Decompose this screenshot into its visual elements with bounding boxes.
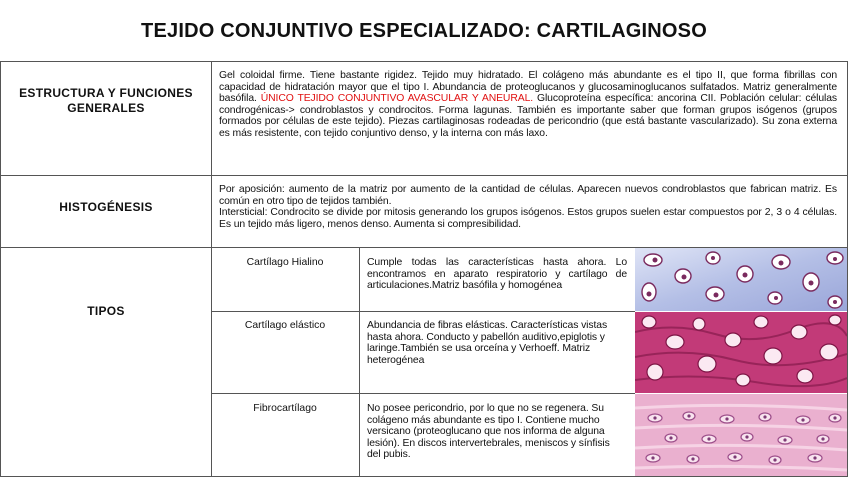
tipo-name-fibro: Fibrocartílago bbox=[253, 403, 317, 414]
fibrocartilage-image bbox=[635, 394, 847, 476]
tipo-desc-hialino: Cumple todas las características hasta ahora. Lo encontramos en aparato respiratorio y cartílago de articulaciones.Matriz basófila y homogénea bbox=[367, 257, 627, 292]
subrow-divider-2 bbox=[211, 393, 635, 394]
column-divider-2 bbox=[359, 247, 360, 477]
histogenesis-aposicion: Por aposición: aumento de la matriz por aumento de la cantidad de células. Aparecen nuevos condroblastos que fabrican matriz. Es común en otro tipo de tejidos también. bbox=[219, 184, 837, 207]
estructura-text bbox=[219, 70, 837, 140]
estructura-text-part: Glucoproteína específica: ancorina CII. Población celular: células condrogénicas-> condroblastos y condrocitos. Forma lagunas. También es importante saber que forman grupos isógenos (grupos formados por células de este tejido). Piezas cartilaginosas rodeadas de pericondrio (que está bastante vascularizado). Su zona externa es más resistente, con tejido conjuntivo denso, y la interna con más laxo. bbox=[219, 93, 837, 139]
tipo-desc-fibro: No posee pericondrio, por lo que no se regenera. Su colágeno más abundante es tipo I. Contiene mucho versicano (proteoglucano que nos informa de alguna lesión). En discos intervertebrales, meniscos y sínfisis del pubis. bbox=[367, 403, 610, 461]
estructura-highlight: ÚNICO TEJIDO CONJUNTIVO AVASCULAR Y ANEURAL. bbox=[260, 93, 534, 105]
elastic-cartilage-image bbox=[635, 312, 847, 393]
page-title: TEJIDO CONJUNTIVO ESPECIALIZADO: CARTILAGINOSO bbox=[141, 20, 707, 42]
row-label-tipos: TIPOS bbox=[87, 304, 125, 318]
elastic-cartilage-micrograph-icon bbox=[635, 312, 847, 393]
table-border-top bbox=[0, 61, 848, 62]
tipo-name-elastico: Cartílago elástico bbox=[244, 320, 326, 331]
table-border-left bbox=[0, 61, 1, 477]
fibrocartilage-micrograph-icon bbox=[635, 394, 847, 476]
hyaline-cartilage-micrograph-icon bbox=[635, 248, 847, 311]
tipo-desc-elastico: Abundancia de fibras elásticas. Características vistas hasta ahora. Conducto y pabellón auditivo,epiglotis y laringe.También se usa orceína y Verhoeff. Matriz heterogénea bbox=[367, 320, 608, 366]
tipo-name-hialino: Cartílago Hialino bbox=[246, 257, 324, 268]
row-divider-1 bbox=[0, 175, 848, 176]
histogenesis-intersticial: Intersticial: Condrocito se divide por mitosis generando los grupos isógenos. Estos grupos suelen estar compuestos por 2, 3 o 4 células. Es un tejido más ligero, menos denso. Aumenta si compresibilidad. bbox=[219, 207, 837, 230]
estructura-text-part: Gel coloidal firme. Tiene bastante rigidez. Tejido muy hidratado. El colágeno más abundante es el tipo II, que forma fibrillas con capacidad de hidratación mayor que el tipo I. Abundancia de proteoglucanos y glucosaminoglucanos sulfatados. Matriz generalmente basófila. bbox=[219, 70, 837, 105]
column-divider-1 bbox=[211, 61, 212, 477]
histogenesis-text bbox=[219, 184, 837, 230]
row-label-histogenesis: HISTOGÉNESIS bbox=[59, 200, 153, 214]
row-label-line: GENERALES bbox=[67, 101, 145, 115]
hyaline-cartilage-image bbox=[635, 248, 847, 311]
row-label-line: ESTRUCTURA Y FUNCIONES bbox=[19, 86, 193, 100]
row-label-estructura bbox=[4, 86, 208, 116]
subrow-divider-1 bbox=[211, 311, 635, 312]
